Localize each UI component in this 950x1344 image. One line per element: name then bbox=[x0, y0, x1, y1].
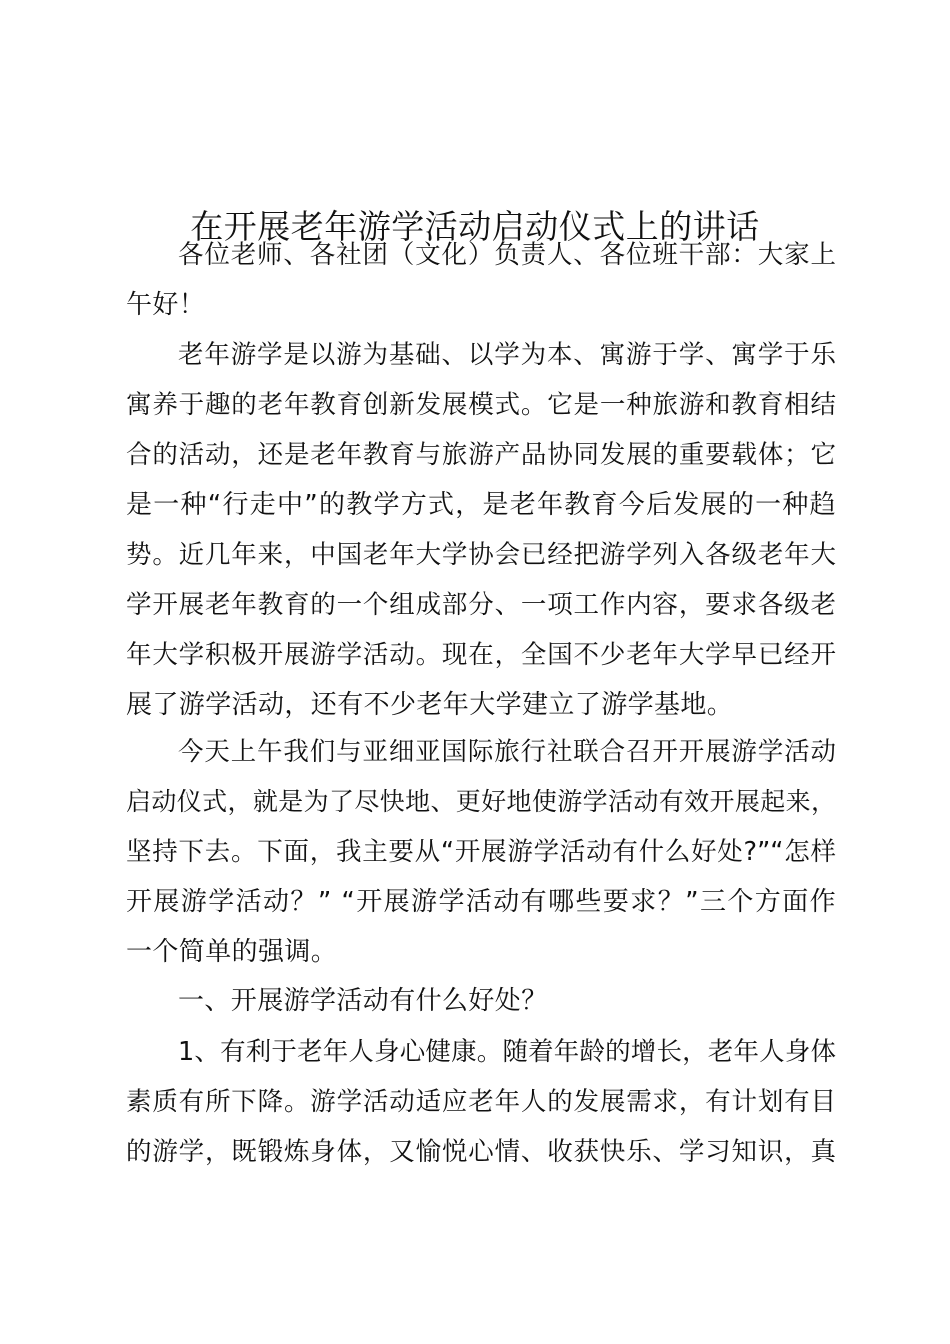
text-line: 一个简单的强调。 bbox=[126, 937, 338, 967]
text-line: 素质有所下降。游学活动适应老年人的发展需求，有计划有目 bbox=[126, 1087, 836, 1117]
text-line: 开展游学活动？” “开展游学活动有哪些要求？”三个方面作 bbox=[126, 887, 836, 917]
text-line: 一、开展游学活动有什么好处？ bbox=[178, 986, 548, 1016]
text-line: 年大学积极开展游学活动。现在，全国不少老年大学早已经开 bbox=[126, 640, 836, 670]
text-line: 启动仪式，就是为了尽快地、更好地使游学活动有效开展起来， bbox=[126, 787, 836, 816]
text-line: 各位老师、各社团（文化）负责人、各位班干部：大家上 bbox=[178, 240, 836, 270]
paragraph-greeting bbox=[126, 230, 836, 330]
text-line: 是一种“行走中”的教学方式，是老年教育今后发展的一种趋 bbox=[126, 490, 836, 520]
text-line: 老年游学是以游为基础、以学为本、寓游于学、寓学于乐 bbox=[178, 340, 836, 370]
paragraph-purpose bbox=[126, 727, 836, 977]
paragraph-benefit-1 bbox=[126, 1027, 836, 1177]
text-line: 坚持下去。下面，我主要从“开展游学活动有什么好处?”“怎样 bbox=[126, 837, 836, 867]
section-heading-1 bbox=[126, 976, 836, 1026]
text-line: 今天上午我们与亚细亚国际旅行社联合召开开展游学活动 bbox=[178, 737, 836, 767]
document-title: 在开展老年游学活动启动仪式上的讲话 bbox=[190, 207, 760, 247]
text-line: 的游学，既锻炼身体，又愉悦心情、收获快乐、学习知识，真 bbox=[126, 1137, 836, 1167]
text-line: 势。近几年来，中国老年大学协会已经把游学列入各级老年大 bbox=[126, 540, 836, 570]
text-line: 午好！ bbox=[126, 290, 206, 320]
text-line: 合的活动，还是老年教育与旅游产品协同发展的重要载体；它 bbox=[126, 440, 836, 470]
text-line: 学开展老年教育的一个组成部分、一项工作内容，要求各级老 bbox=[126, 590, 836, 620]
text-line: 展了游学活动，还有不少老年大学建立了游学基地。 bbox=[126, 690, 734, 720]
paragraph-introduction bbox=[126, 330, 836, 730]
text-line: 1、有利于老年人身心健康。随着年龄的增长，老年人身体 bbox=[178, 1037, 836, 1067]
text-line: 寓养于趣的老年教育创新发展模式。它是一种旅游和教育相结 bbox=[126, 390, 836, 420]
